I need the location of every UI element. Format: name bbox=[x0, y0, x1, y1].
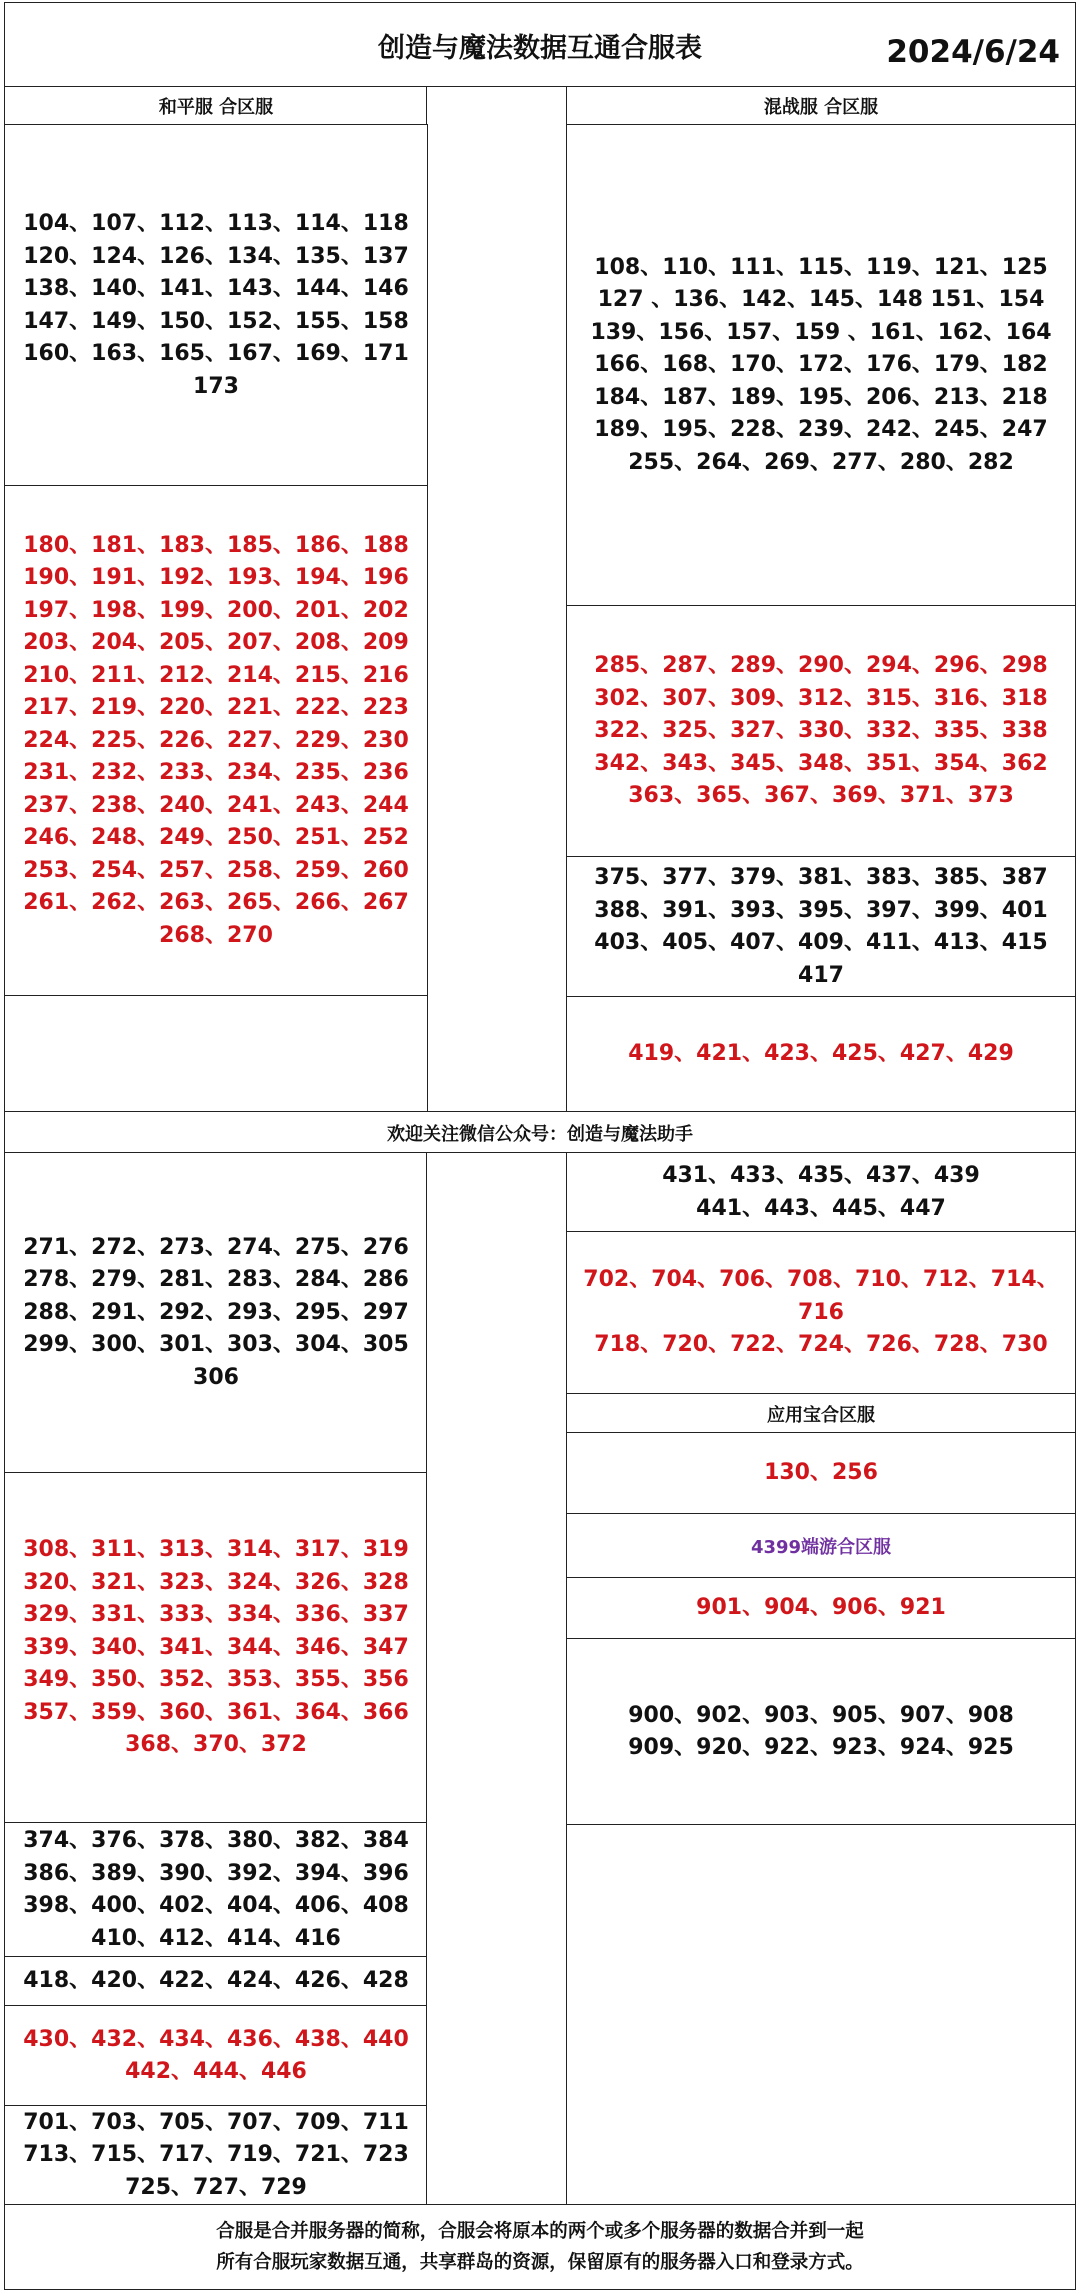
server-group bbox=[4, 1152, 428, 1474]
battle-server-header bbox=[566, 86, 1076, 126]
server-group bbox=[4, 1472, 428, 1824]
server-list: 419、421、423、425、427、429 bbox=[628, 1041, 1014, 1067]
server-list: 108、110、111、115、119、121、125 127 、136、142、145、148 151、154 139、156、157、159 、161、162、164 166、168、170、172、176、179、182 184、187、189、195、206、213、218 189、195、228、239、242、245、247 255、264、269、277、280、282 bbox=[590, 254, 1052, 475]
server-list: 701、703、705、707、709、711 713、715、717、719、721、723 725、727、729 bbox=[23, 2109, 409, 2200]
server-list: 130、256 bbox=[764, 1460, 878, 1486]
server-group bbox=[566, 124, 1076, 607]
yingyongbao-header bbox=[566, 1393, 1076, 1434]
server-list: 180、181、183、185、186、188 190、191、192、193、194、196 197、198、199、200、201、202 203、204、205、207、208、209 210、211、212、214、215、216 217、219、220、221、222、223 224、225、226、227、229、230 231、232、233、234、235、236 237、238、240、241、243、244 246、248、249、250、251、252 253、254、257、258、259、260 261、262、263、265、266、267 268、270 bbox=[23, 532, 409, 948]
peace-server-header bbox=[4, 86, 428, 126]
battle-server-header-label: 混战服 合区服 bbox=[763, 97, 879, 118]
server-list: 271、272、273、274、275、276 278、279、281、283、284、286 288、291、292、293、295、297 299、300、301、303、304、305 306 bbox=[23, 1234, 409, 1390]
server-group bbox=[4, 485, 428, 997]
server-group bbox=[4, 124, 428, 487]
server-list: 418、420、422、424、426、428 bbox=[23, 1968, 409, 1994]
server-list: 702、704、706、708、710、712、714、716 718、720、722、724、726、728、730 bbox=[583, 1267, 1059, 1358]
server-group bbox=[566, 1638, 1076, 1826]
peace-server-header-label: 和平服 合区服 bbox=[158, 97, 274, 118]
server-list: 900、902、903、905、907、908 909、920、922、923、924、925 bbox=[628, 1702, 1014, 1760]
server-group bbox=[4, 2105, 428, 2206]
server-group bbox=[566, 856, 1076, 998]
server-group bbox=[566, 1577, 1076, 1640]
server-list: 285、287、289、290、294、296、298 302、307、309、312、315、316、318 322、325、327、330、332、335、338 342、343、345、348、351、354、362 363、365、367、369、371、373 bbox=[594, 653, 1048, 809]
server-group bbox=[566, 1152, 1076, 1233]
wechat-notice-label: 欢迎关注微信公众号：创造与魔法助手 bbox=[387, 1123, 693, 1145]
server-group bbox=[566, 1432, 1076, 1515]
server-list: 104、107、112、113、114、118 120、124、126、134、135、137 138、140、141、143、144、146 147、149、150、152、155、158 160、163、165、167、169、171 173 bbox=[23, 211, 409, 399]
duanyou4399-header bbox=[566, 1513, 1076, 1579]
server-list: 308、311、313、314、317、319 320、321、323、324、326、328 329、331、333、334、336、337 339、340、341、344、346、347 349、350、352、353、355、356 357、359、360、361、364、366 368、370、372 bbox=[23, 1537, 409, 1758]
server-list: 431、433、435、437、439 441、443、445、447 bbox=[662, 1163, 980, 1221]
server-group-empty bbox=[566, 1824, 1076, 2206]
middle-spacer-top bbox=[426, 86, 568, 1113]
server-group-empty bbox=[4, 995, 428, 1113]
server-group bbox=[566, 996, 1076, 1113]
server-group bbox=[4, 1822, 428, 1958]
middle-spacer-bottom bbox=[426, 1152, 568, 2206]
server-group bbox=[566, 605, 1076, 858]
server-group bbox=[4, 2005, 428, 2107]
server-list: 901、904、906、921 bbox=[696, 1595, 946, 1621]
server-group bbox=[4, 1956, 428, 2007]
wechat-notice bbox=[4, 1111, 1076, 1154]
server-group bbox=[566, 1231, 1076, 1395]
footer-note-text: 合服是合并服务器的简称，合服会将原本的两个或多个服务器的数据合并到一起 所有合服玩家数据互通，共享群岛的资源，保留原有的服务器入口和登录方式。 bbox=[216, 2221, 864, 2273]
yingyongbao-header-label: 应用宝合区服 bbox=[767, 1404, 875, 1426]
server-list: 430、432、434、436、438、440 442、444、446 bbox=[23, 2026, 409, 2084]
page-title: 创造与魔法数据互通合服表 bbox=[378, 32, 702, 64]
duanyou4399-header-label: 4399端游合区服 bbox=[750, 1537, 892, 1558]
footer-note bbox=[4, 2204, 1076, 2290]
server-list: 375、377、379、381、383、385、387 388、391、393、395、397、399、401 403、405、407、409、411、413、415 417 bbox=[594, 865, 1048, 988]
date-label: 2024/6/24 bbox=[886, 34, 1060, 70]
server-list: 374、376、378、380、382、384 386、389、390、392、394、396 398、400、402、404、406、408 410、412、414、416 bbox=[23, 1828, 409, 1951]
